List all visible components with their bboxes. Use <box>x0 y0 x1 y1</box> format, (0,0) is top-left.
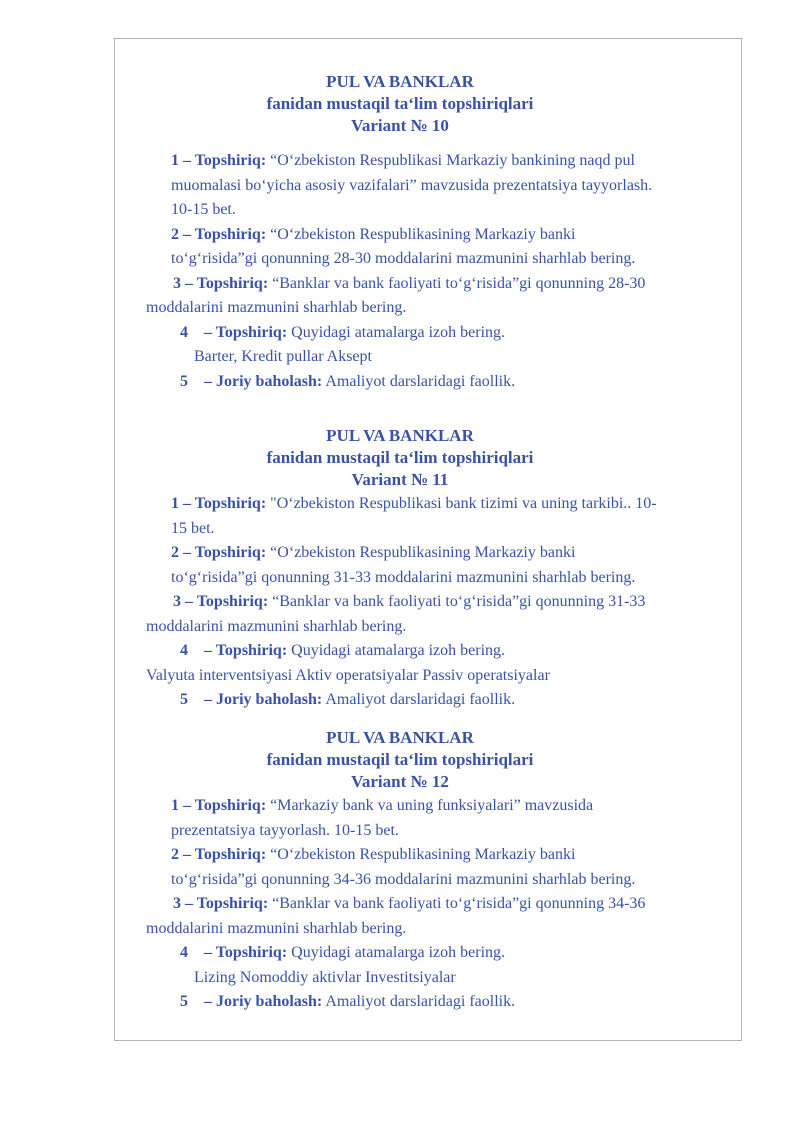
task-2-label: 2 – Topshiriq: <box>171 225 267 243</box>
task-4-number: 4 <box>180 642 188 659</box>
task-3-label: 3 – Topshiriq: <box>173 274 269 292</box>
task-4-terms: Valyuta interventsiyasi Aktiv operatsiyalar Passiv operatsiyalar <box>146 666 550 684</box>
task-1 <box>0 149 800 174</box>
task-1-cont: prezentatsiya tayyorlash. 10-15 bet. <box>171 821 399 839</box>
task-3-cont: moddalarini mazmunini sharhlab bering. <box>146 299 407 316</box>
task-5 <box>0 990 800 1015</box>
task-3-label: 3 – Topshiriq: <box>173 895 269 912</box>
task-5-number: 5 <box>180 993 188 1010</box>
task-3-text: “Banklar va bank faoliyati to‘g‘risida”gi qonunning 34-36 <box>272 895 646 912</box>
task-5-text: Amaliyot darslaridagi faollik. <box>325 993 516 1010</box>
task-4-number: 4 <box>180 323 188 341</box>
task-2 <box>0 223 800 248</box>
task-1-cont: 10-15 bet. <box>171 201 236 218</box>
variant-number: Variant № 11 <box>351 470 449 489</box>
task-2 <box>0 541 800 566</box>
task-3 <box>0 892 800 917</box>
task-3 <box>0 272 800 297</box>
task-5-label: – Joriy baholash: <box>204 691 323 708</box>
task-2-label: 2 – Topshiriq: <box>171 846 267 863</box>
task-2-cont: to‘g‘risida”gi qonunning 34-36 moddalarini mazmunini sharhlab bering. <box>171 870 636 888</box>
variant-number: Variant № 12 <box>351 772 449 791</box>
task-5-number: 5 <box>180 372 188 390</box>
task-1-text: “Markaziy bank va uning funksiyalari” mavzusida <box>270 797 594 814</box>
task-5-text: Amaliyot darslaridagi faollik. <box>325 691 516 708</box>
task-5-number: 5 <box>180 691 188 708</box>
subject-title: PUL VA BANKLAR <box>326 728 474 747</box>
task-1-label: 1 – Topshiriq: <box>171 152 267 169</box>
task-4 <box>0 321 800 346</box>
task-3 <box>0 590 800 615</box>
task-5-label: – Joriy baholash: <box>204 372 323 390</box>
task-4 <box>0 941 800 966</box>
variant-number: Variant № 10 <box>351 116 449 135</box>
task-4 <box>0 639 800 664</box>
subject-subtitle: fanidan mustaqil ta‘lim topshiriqlari <box>266 448 534 467</box>
task-4-label: – Topshiriq: <box>204 323 288 341</box>
variant-block-11 <box>0 425 800 713</box>
task-1-cont: 15 bet. <box>171 519 215 537</box>
task-4-terms: Barter, Kredit pullar Aksept <box>194 348 372 365</box>
task-3-text: “Banklar va bank faoliyati to‘g‘risida”gi qonunning 31-33 <box>272 593 646 610</box>
subject-subtitle: fanidan mustaqil ta‘lim topshiriqlari <box>266 750 534 769</box>
task-2 <box>0 843 800 868</box>
task-4-label: – Topshiriq: <box>204 642 288 659</box>
task-1-cont: muomalasi bo‘yicha asosiy vazifalari” mavzusida prezentatsiya tayyorlash. <box>171 176 653 194</box>
task-1 <box>0 492 800 517</box>
variant-block-10 <box>0 71 800 394</box>
task-5 <box>0 688 800 713</box>
subject-subtitle: fanidan mustaqil ta‘lim topshiriqlari <box>266 94 534 113</box>
task-2-label: 2 – Topshiriq: <box>171 544 267 561</box>
task-1-label: 1 – Topshiriq: <box>171 797 267 814</box>
task-2-text: “O‘zbekiston Respublikasining Markaziy banki <box>270 544 576 561</box>
task-2-text: “O‘zbekiston Respublikasining Markaziy banki <box>270 225 576 243</box>
task-4-text: Quyidagi atamalarga izoh bering. <box>291 944 506 961</box>
task-3-label: 3 – Topshiriq: <box>173 593 269 610</box>
task-4-label: – Topshiriq: <box>204 944 288 961</box>
task-3-cont: moddalarini mazmunini sharhlab bering. <box>146 919 407 937</box>
task-4-number: 4 <box>180 944 188 961</box>
task-4-terms: Lizing Nomoddiy aktivlar Investitsiyalar <box>194 968 456 986</box>
task-3-cont: moddalarini mazmunini sharhlab bering. <box>146 617 407 635</box>
subject-title: PUL VA BANKLAR <box>326 426 474 445</box>
task-1-text: “O‘zbekiston Respublikasi Markaziy bankining naqd pul <box>270 152 635 169</box>
task-2-cont: to‘g‘risida”gi qonunning 28-30 moddalarini mazmunini sharhlab bering. <box>171 250 636 267</box>
subject-title: PUL VA BANKLAR <box>326 72 474 91</box>
task-3-text: “Banklar va bank faoliyati to‘g‘risida”gi qonunning 28-30 <box>272 274 646 292</box>
task-5 <box>0 370 800 395</box>
task-2-cont: to‘g‘risida”gi qonunning 31-33 moddalarini mazmunini sharhlab bering. <box>171 568 636 586</box>
task-5-text: Amaliyot darslaridagi faollik. <box>325 372 516 390</box>
task-1-text: "O‘zbekiston Respublikasi bank tizimi va uning tarkibi.. 10- <box>270 495 657 512</box>
variant-block-12 <box>0 727 800 1015</box>
task-4-text: Quyidagi atamalarga izoh bering. <box>291 642 506 659</box>
task-5-label: – Joriy baholash: <box>204 993 323 1010</box>
task-1-label: 1 – Topshiriq: <box>171 495 267 512</box>
task-2-text: “O‘zbekiston Respublikasining Markaziy banki <box>270 846 576 863</box>
task-1 <box>0 794 800 819</box>
task-4-text: Quyidagi atamalarga izoh bering. <box>291 323 506 341</box>
